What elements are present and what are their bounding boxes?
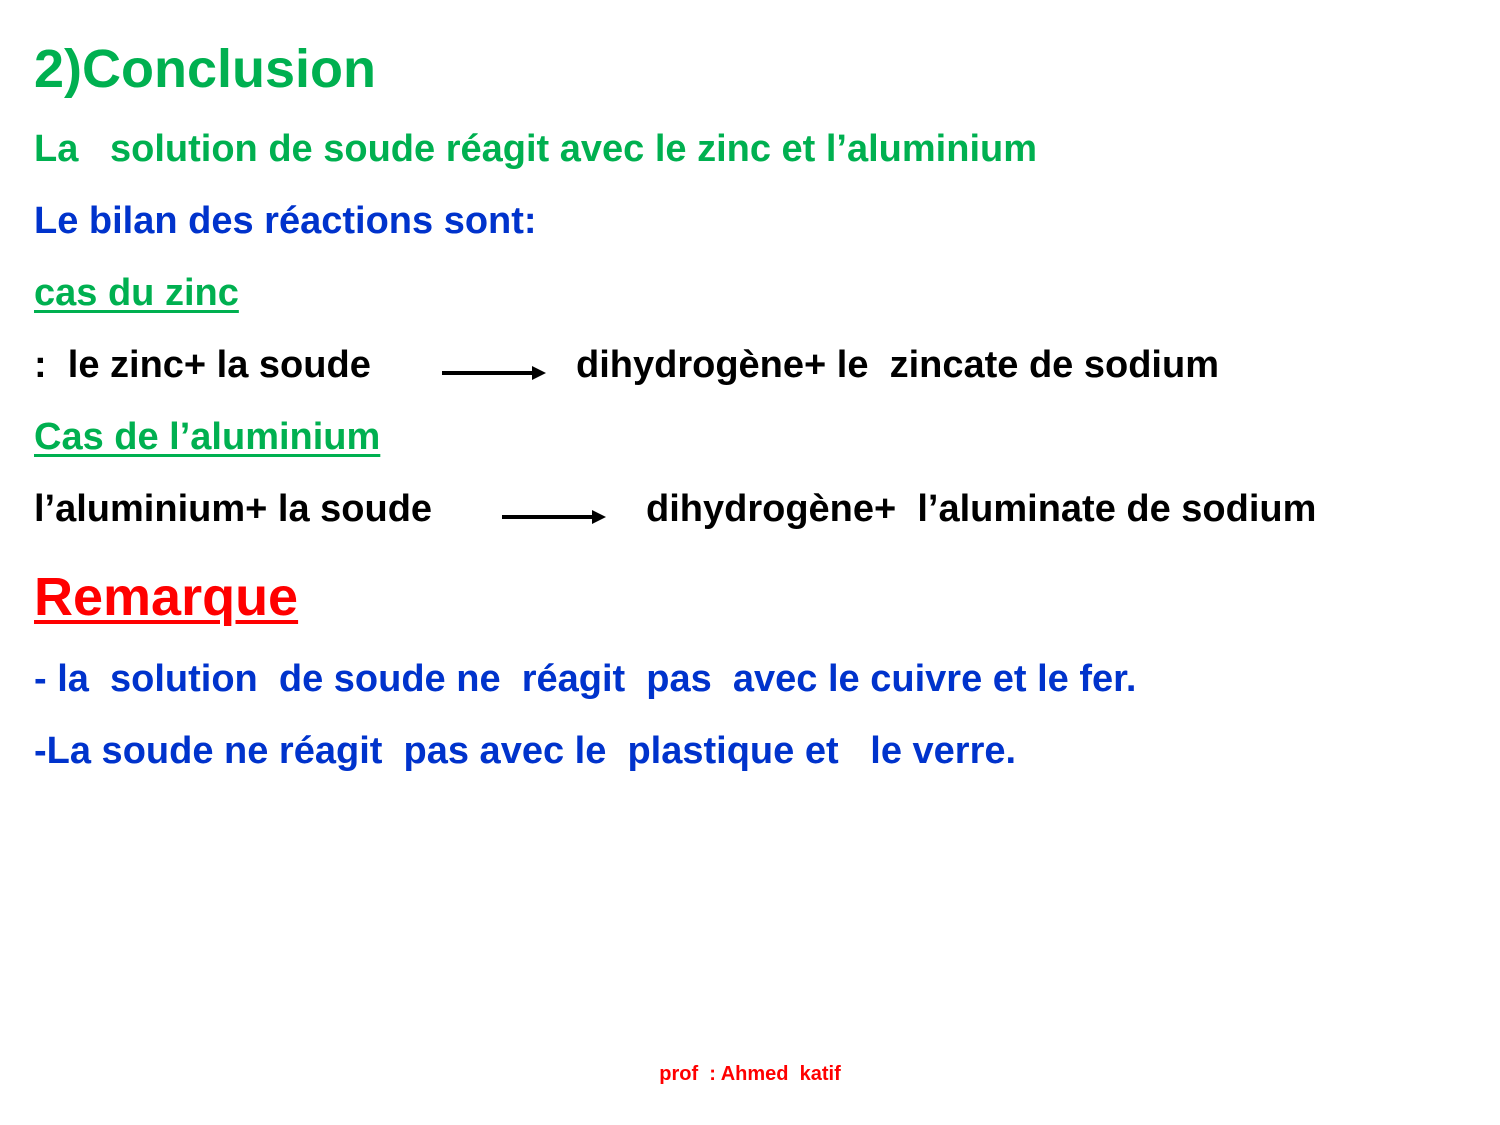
bilan-heading: Le bilan des réactions sont: bbox=[34, 200, 537, 242]
zinc-reactants: : le zinc+ la soude bbox=[34, 344, 371, 386]
aluminium-products: dihydrogène+ l’aluminate de sodium bbox=[646, 488, 1317, 530]
remarque-heading: Remarque bbox=[34, 567, 299, 627]
reaction-arrow-icon bbox=[500, 502, 610, 532]
reaction-arrow-icon bbox=[440, 358, 550, 388]
zinc-products: dihydrogène+ le zincate de sodium bbox=[576, 344, 1219, 386]
zinc-case-heading: cas du zinc bbox=[34, 272, 239, 314]
author-footer: prof : Ahmed katif bbox=[659, 1063, 841, 1085]
aluminium-case-heading: Cas de l’aluminium bbox=[34, 416, 381, 458]
remarque-line-1: - la solution de soude ne réagit pas avec le cuivre et le fer. bbox=[34, 658, 1137, 700]
aluminium-reactants: l’aluminium+ la soude bbox=[34, 488, 433, 530]
intro-text: La solution de soude réagit avec le zinc et l’aluminium bbox=[34, 128, 1038, 170]
remarque-line-2: -La soude ne réagit pas avec le plastique et le verre. bbox=[34, 730, 1017, 772]
page-title: 2)Conclusion bbox=[34, 39, 377, 99]
